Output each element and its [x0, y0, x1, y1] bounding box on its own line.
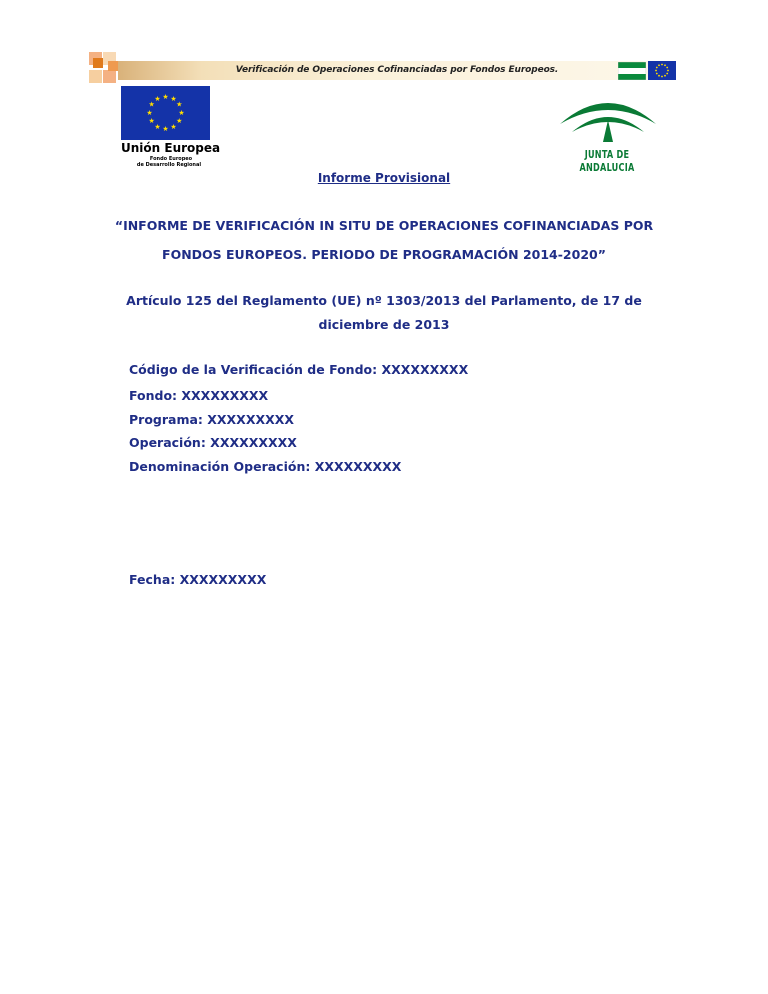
report-status-label: Informe Provisional — [317, 171, 451, 185]
programme-field: Programa: XXXXXXXXX — [129, 412, 295, 427]
eu-logo-subtitle-1: Fondo Europeo — [149, 156, 193, 162]
verification-code-field: Código de la Verificación de Fondo: XXXXXXXXX — [129, 362, 469, 377]
report-title-line-2: FONDOS EUROPEOS. PERIODO DE PROGRAMACIÓN 2014-2020” — [162, 247, 606, 262]
svg-text:★: ★ — [154, 123, 161, 131]
junta-andalucia-name: JUNTA DE ANDALUCIA — [579, 148, 635, 174]
svg-text:★: ★ — [162, 93, 169, 101]
svg-text:★: ★ — [162, 125, 169, 133]
svg-text:★: ★ — [178, 109, 185, 117]
svg-text:★: ★ — [154, 95, 161, 103]
report-title-line-1: “INFORME DE VERIFICACIÓN IN SITU DE OPERACIONES COFINANCIADAS POR — [114, 218, 654, 233]
eu-flag-small-icon — [648, 61, 676, 80]
andalucia-flag-icon — [618, 62, 646, 80]
article-reference-line-1: Artículo 125 del Reglamento (UE) nº 1303/2013 del Parlamento, de 17 de — [126, 293, 642, 308]
svg-text:★: ★ — [148, 117, 155, 125]
operation-field: Operación: XXXXXXXXX — [129, 435, 297, 450]
junta-andalucia-emblem-icon — [556, 88, 660, 146]
article-reference-line-2: diciembre de 2013 — [318, 317, 450, 332]
svg-text:★: ★ — [176, 100, 183, 109]
operation-name-field: Denominación Operación: XXXXXXXXX — [129, 459, 402, 474]
svg-text:★: ★ — [148, 100, 155, 109]
svg-text:★: ★ — [170, 123, 177, 131]
eu-logo-subtitle-2: de Desarrollo Regional — [136, 162, 202, 168]
svg-text:★: ★ — [170, 95, 177, 103]
header-title: Verificación de Operaciones Cofinanciadas por Fondos Europeos. — [235, 65, 559, 75]
svg-text:★: ★ — [176, 117, 183, 125]
date-field: Fecha: XXXXXXXXX — [129, 572, 267, 587]
svg-text:★: ★ — [146, 109, 153, 117]
eu-flag-icon — [121, 86, 210, 140]
fund-field: Fondo: XXXXXXXXX — [129, 388, 269, 403]
eu-logo-name: Unión Europea — [121, 141, 221, 155]
